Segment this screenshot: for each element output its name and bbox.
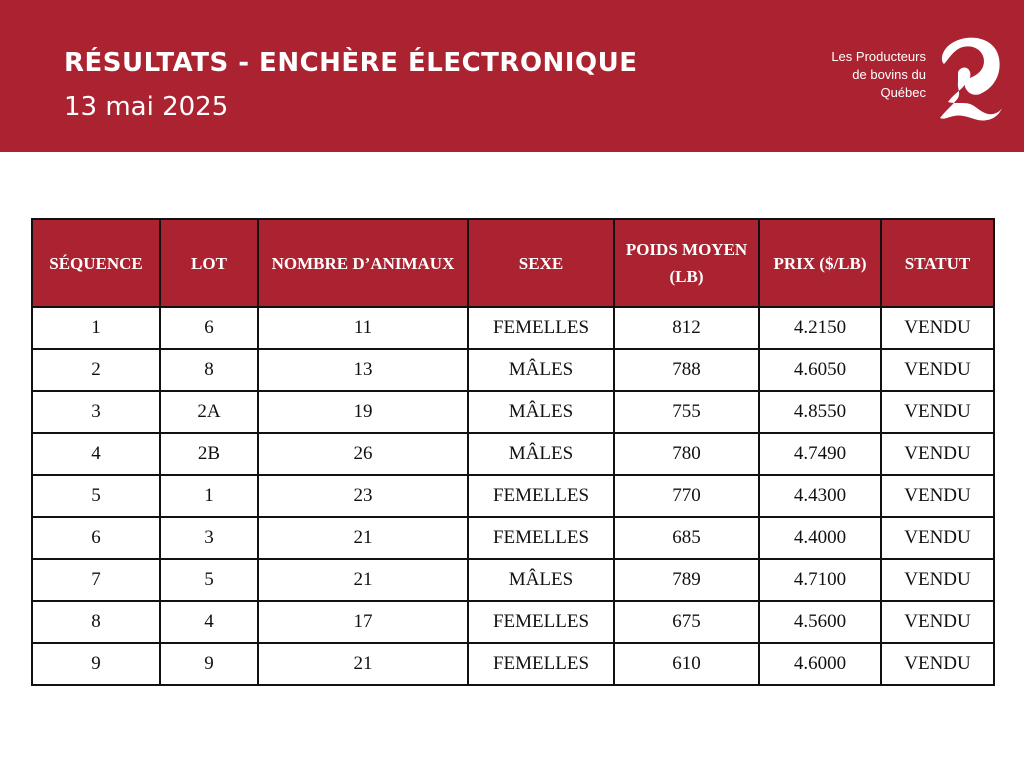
- results-table: [31, 218, 995, 686]
- sex-cell: FEMELLES: [468, 643, 614, 685]
- sex-cell: FEMELLES: [468, 517, 614, 559]
- sex-cell: MÂLES: [468, 349, 614, 391]
- logo-line: de bovins du: [852, 67, 926, 82]
- animal-count-cell: 21: [258, 643, 468, 685]
- lot-cell: 4: [160, 601, 258, 643]
- price-cell: 4.7100: [759, 559, 881, 601]
- lot-cell: 6: [160, 307, 258, 349]
- table-header-row: [32, 219, 994, 307]
- table-row: [32, 433, 994, 475]
- sequence-cell: 1: [32, 307, 160, 349]
- avg-weight-cell: 789: [614, 559, 759, 601]
- animal-count-cell: 11: [258, 307, 468, 349]
- table-row: [32, 349, 994, 391]
- sequence-cell: 8: [32, 601, 160, 643]
- status-cell: VENDU: [881, 433, 994, 475]
- lot-cell: 2A: [160, 391, 258, 433]
- column-header: STATUT: [881, 219, 994, 307]
- table-row: [32, 601, 994, 643]
- avg-weight-cell: 755: [614, 391, 759, 433]
- price-cell: 4.8550: [759, 391, 881, 433]
- avg-weight-cell: 685: [614, 517, 759, 559]
- sequence-cell: 7: [32, 559, 160, 601]
- sequence-cell: 9: [32, 643, 160, 685]
- sequence-cell: 6: [32, 517, 160, 559]
- avg-weight-cell: 812: [614, 307, 759, 349]
- animal-count-cell: 26: [258, 433, 468, 475]
- lot-cell: 5: [160, 559, 258, 601]
- status-cell: VENDU: [881, 307, 994, 349]
- status-cell: VENDU: [881, 349, 994, 391]
- price-cell: 4.2150: [759, 307, 881, 349]
- table-row: [32, 559, 994, 601]
- animal-count-cell: 21: [258, 559, 468, 601]
- lot-cell: 1: [160, 475, 258, 517]
- status-cell: VENDU: [881, 643, 994, 685]
- price-cell: 4.7490: [759, 433, 881, 475]
- animal-count-cell: 21: [258, 517, 468, 559]
- price-cell: 4.4000: [759, 517, 881, 559]
- sequence-cell: 4: [32, 433, 160, 475]
- sex-cell: FEMELLES: [468, 601, 614, 643]
- sex-cell: MÂLES: [468, 559, 614, 601]
- animal-count-cell: 23: [258, 475, 468, 517]
- column-header: POIDS MOYEN (LB): [614, 219, 759, 307]
- logo-line: Québec: [880, 85, 926, 100]
- status-cell: VENDU: [881, 517, 994, 559]
- price-cell: 4.6050: [759, 349, 881, 391]
- price-cell: 4.6000: [759, 643, 881, 685]
- lot-cell: 9: [160, 643, 258, 685]
- avg-weight-cell: 610: [614, 643, 759, 685]
- quebec-q-logo-icon: [928, 32, 1004, 124]
- lot-cell: 3: [160, 517, 258, 559]
- page-title: RÉSULTATS - ENCHÈRE ÉLECTRONIQUE: [64, 48, 638, 78]
- avg-weight-cell: 770: [614, 475, 759, 517]
- table-body: [32, 307, 994, 685]
- status-cell: VENDU: [881, 475, 994, 517]
- animal-count-cell: 17: [258, 601, 468, 643]
- column-header: LOT: [160, 219, 258, 307]
- table-row: [32, 391, 994, 433]
- column-header: NOMBRE D’ANIMAUX: [258, 219, 468, 307]
- sequence-cell: 2: [32, 349, 160, 391]
- table-row: [32, 517, 994, 559]
- sex-cell: FEMELLES: [468, 475, 614, 517]
- lot-cell: 8: [160, 349, 258, 391]
- sex-cell: FEMELLES: [468, 307, 614, 349]
- sex-cell: MÂLES: [468, 433, 614, 475]
- table-row: [32, 475, 994, 517]
- auction-date: 13 mai 2025: [64, 92, 229, 122]
- sequence-cell: 3: [32, 391, 160, 433]
- header-banner: [0, 0, 1024, 152]
- avg-weight-cell: 675: [614, 601, 759, 643]
- avg-weight-cell: 788: [614, 349, 759, 391]
- status-cell: VENDU: [881, 601, 994, 643]
- price-cell: 4.4300: [759, 475, 881, 517]
- animal-count-cell: 19: [258, 391, 468, 433]
- animal-count-cell: 13: [258, 349, 468, 391]
- table-row: [32, 307, 994, 349]
- column-header: PRIX ($/LB): [759, 219, 881, 307]
- column-header: SEXE: [468, 219, 614, 307]
- sequence-cell: 5: [32, 475, 160, 517]
- status-cell: VENDU: [881, 391, 994, 433]
- sex-cell: MÂLES: [468, 391, 614, 433]
- avg-weight-cell: 780: [614, 433, 759, 475]
- logo-line: Les Producteurs: [831, 49, 926, 64]
- table-row: [32, 643, 994, 685]
- price-cell: 4.5600: [759, 601, 881, 643]
- column-header: SÉQUENCE: [32, 219, 160, 307]
- logo-text: [790, 48, 926, 102]
- lot-cell: 2B: [160, 433, 258, 475]
- status-cell: VENDU: [881, 559, 994, 601]
